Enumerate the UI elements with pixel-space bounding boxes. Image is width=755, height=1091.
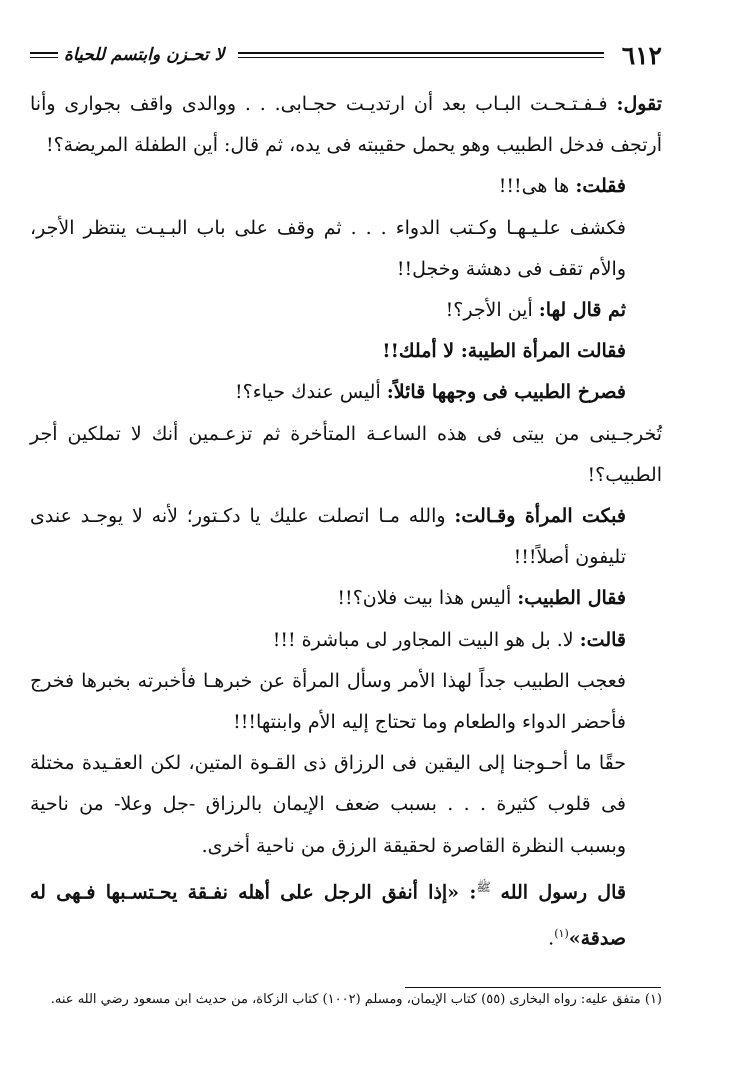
running-title: لا تحـزن وابتسم للحياة bbox=[64, 45, 225, 65]
paragraph-10 bbox=[30, 620, 662, 661]
hadith-paragraph bbox=[30, 867, 662, 960]
footnote-honorific: رضي الله عنه bbox=[54, 992, 129, 1007]
paragraph-5 bbox=[30, 331, 662, 372]
speaker-label: فقال الطبيب: bbox=[517, 587, 626, 610]
speaker-label: فقالت المرأة الطيبة: bbox=[460, 340, 626, 363]
paragraph-9 bbox=[30, 578, 662, 619]
speaker-label: تقول: bbox=[616, 93, 662, 115]
paragraph-text: ها هى!!! bbox=[498, 175, 576, 198]
paragraph-text: فعجب الطبيب جداً لهذا الأمر وسأل المرأة عن خبرهـا فأخبرته بخبرها فخرج فأحضر الدواء والطعام وما تحتاج إليه الأم وابنتها!!! bbox=[30, 669, 626, 734]
paragraph-12 bbox=[30, 743, 662, 867]
paragraph-4 bbox=[30, 290, 662, 331]
paragraph-2 bbox=[30, 166, 662, 207]
running-header bbox=[30, 40, 662, 70]
paragraph-text: لا. بل هو البيت المجاور لى مباشرة !!! bbox=[272, 628, 580, 651]
footnote-divider bbox=[405, 987, 661, 988]
page-number: ٦١٢ bbox=[621, 40, 662, 70]
footnote-text: متفق عليه: رواه البخارى (٥٥) كتاب الإيمان، ومسلم (١٠٠٢) كتاب الزكاة، من حديث ابن مسعود bbox=[132, 992, 641, 1007]
paragraph-11 bbox=[30, 661, 662, 743]
hadith-intro: قال رسول الله bbox=[500, 881, 626, 904]
header-rule-short bbox=[30, 52, 58, 58]
hadith-quote: : «إذا أنفق الرجل على أهله نفـقة يحـتسـبها فـهى له صدقة» bbox=[30, 881, 626, 950]
header-rule-long bbox=[238, 52, 603, 58]
footnote bbox=[30, 990, 662, 1010]
paragraph-text: أليس عندك حياء؟! bbox=[235, 381, 387, 404]
speaker-label: فبكت المرأة وقـالت: bbox=[454, 505, 626, 528]
paragraph-6 bbox=[30, 372, 662, 413]
paragraph-text: تُخرجـينى من بيتى فى هذه الساعـة المتأخرة ثم تزعـمين أنك لا تملكين أجر الطبيب؟! bbox=[30, 422, 662, 486]
paragraph-text: والله مـا اتصلت عليك يا دكـتور؛ لأنه لا يوجـد عندى تليفون أصلاً!!! bbox=[30, 505, 626, 569]
speaker-label: ثم قال لها: bbox=[538, 299, 626, 322]
paragraph-text: أليس هذا بيت فلان؟!! bbox=[337, 587, 518, 610]
paragraph-3 bbox=[30, 208, 662, 290]
paragraph-text: لا أملك!! bbox=[382, 340, 461, 363]
footnote-number: (١) bbox=[644, 992, 662, 1007]
paragraph-text: حقًا ما أحـوجنا إلى اليقين فى الرزاق ذى القـوة المتين، لكن العقـيدة مختلة فى قلوب كثيرة . . . بسبب ضعف الإيمان بالرزاق -جل وعلا- من ناحية وبسبب النظرة القاصرة لحقيقة الرزق من ناحية أخرى. bbox=[30, 752, 626, 857]
speaker-label: فقلت: bbox=[575, 175, 626, 198]
hadith-end: . bbox=[548, 927, 555, 950]
paragraph-8 bbox=[30, 496, 662, 578]
page-body bbox=[30, 84, 662, 960]
paragraph-7 bbox=[30, 414, 662, 496]
paragraph-text: فكشف علـيـهـا وكـتب الدواء . . . ثم وقف على باب البـيـت ينتظر الأجر، والأم تقف فى دهشة وخجل!! bbox=[30, 216, 626, 280]
paragraph-1 bbox=[30, 84, 662, 166]
honorific-mark: ﷺ bbox=[476, 879, 491, 894]
paragraph-text: أين الأجر؟! bbox=[445, 299, 539, 322]
paragraph-text: فـفـتـحـت البـاب بعد أن ارتديـت حجـابى. . . ووالدى واقف بجوارى وأنا أرتجف فدخل الطبيب وهو يحمل حقيبته فى يده، ثم قال: أين الطفلة المريضة؟! bbox=[30, 93, 662, 157]
footnote-marker: (١) bbox=[554, 927, 569, 941]
footnote-end: . bbox=[50, 992, 55, 1007]
speaker-label: قالت: bbox=[579, 628, 626, 651]
speaker-label: فصرخ الطبيب فى وجهها قائلاً: bbox=[386, 381, 626, 404]
